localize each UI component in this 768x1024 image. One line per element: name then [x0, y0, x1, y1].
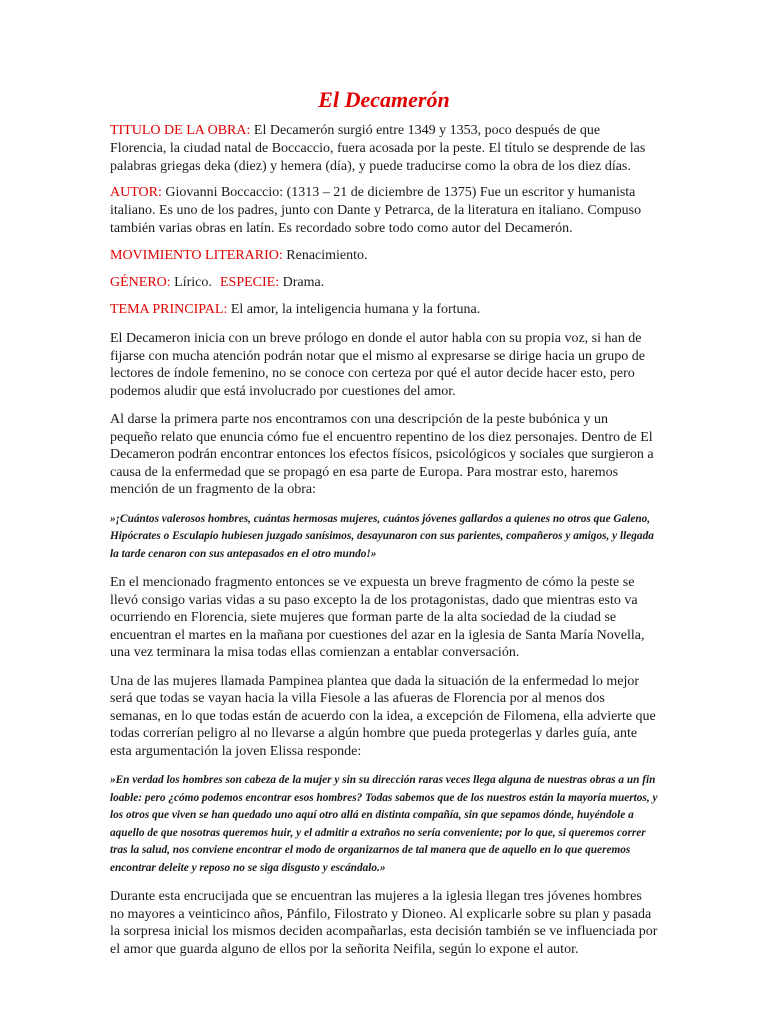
autor-section: [110, 184, 658, 238]
movimiento-section: [110, 247, 658, 265]
body-paragraph: Al darse la primera parte nos encontramos con una descripción de la peste bubónica y un pequeño relato que enuncia cómo fue el encuentro repentino de los diez personajes. Dentro de El Decameron podrán encontrar entonces los efectos físicos, psicológicos y sociales que surgieron a causa de la enfermedad que se propagó en esa parte de Europa. Para mostrar esto, haremos mención de un fragmento de la obra:: [110, 412, 654, 497]
genero-text: Lírico.: [170, 275, 212, 290]
tema-label: TEMA PRINCIPAL:: [110, 302, 228, 317]
body-paragraph: El Decameron inicia con un breve prólogo en donde el autor habla con su propia voz, si han de fijarse con mucha atención podrán notar que el mismo al expresarse se dirige hacia un grupo de lectores de índole femenino, no se conoce con certeza por qué el autor decide hacer esto, pero podemos aludir que está involucrado por cuestiones del amor.: [110, 331, 645, 399]
especie-label: ESPECIE:: [220, 275, 280, 290]
body-paragraph: Durante esta encrucijada que se encuentran las mujeres a la iglesia llegan tres jóvenes hombres no mayores a veinticinco años, Pánfilo, Filostrato y Dioneo. Al explicarle sobre su plan y pasada la sorpresa inicial los mismos deciden acompañarlas, esta decisión también se ve influenciada por el amor que guarda alguno de ellos por la señorita Neifila, según lo expone el autor.: [110, 889, 658, 957]
quote-block: »En verdad los hombres son cabeza de la mujer y sin su dirección raras veces llega alguna de nuestras obras a un fin loable: pero ¿cómo podemos encontrar esos hombres? Todas sabemos que de los nuestros están la mayoría muertos, y los otros que viven se han quedado uno aquí otro allá en distinta compañía, sin que sepamos dónde, huyéndole a aquello de que nosotras queremos huir, y el admitir a extraños no sería conveniente; por lo que, si queremos correr tras la salud, nos conviene encontrar el modo de organizarnos de tal manera que de aquello en lo que queremos encontrar deleite y reposo no se siga disgusto y escándalo.»: [110, 774, 658, 874]
tema-text: El amor, la inteligencia humana y la fortuna.: [227, 302, 481, 317]
autor-text: Giovanni Boccaccio: (1313 – 21 de diciembre de 1375) Fue un escritor y humanista italiano. Es uno de los padres, junto con Dante y Petrarca, de la literatura en italiano. Compuso también varias obras en latín. Es recordado sobre todo como autor del Decamerón.: [110, 185, 642, 236]
titulo-section: [110, 122, 658, 176]
genero-especie-row: [110, 274, 658, 292]
movimiento-text: Renacimiento.: [282, 248, 368, 263]
tema-section: [110, 301, 658, 319]
especie-cell: [220, 274, 324, 292]
body-paragraph: En el mencionado fragmento entonces se ve expuesta un breve fragmento de cómo la peste se llevó consigo varias vidas a su paso excepto la de los protagonistas, dado que mientras esto va ocurriendo en Florencia, siete mujeres que forman parte de la alta sociedad de la ciudad se encuentran el martes en la mañana por cuestiones del azar en la iglesia de Santa María Novella, una vez terminara la misa todas ellas comienzan a entablar conversación.: [110, 575, 645, 660]
genero-label: GÉNERO:: [110, 275, 171, 290]
genero-cell: [110, 274, 220, 292]
titulo-text: El Decamerón surgió entre 1349 y 1353, poco después de que Florencia, la ciudad natal de Boccaccio, fuera acosada por la peste. El título se desprende de las palabras griegas deka (diez) y hemera (día), y puede traducirse como la obra de los diez días.: [110, 123, 646, 174]
autor-label: AUTOR:: [110, 185, 162, 200]
quote-block: »¡Cuántos valerosos hombres, cuántas hermosas mujeres, cuántos jóvenes gallardos a quienes no otros que Galeno, Hipócrates o Esculapio hubiesen juzgado sanísimos, desayunaron con sus parientes, compañeros y amigos, y llegada la tarde cenaron con sus antepasados en el otro mundo!»: [110, 512, 654, 560]
document-title: El Decamerón: [318, 87, 450, 112]
especie-text: Drama.: [279, 275, 325, 290]
titulo-label: TITULO DE LA OBRA:: [110, 123, 251, 138]
movimiento-label: MOVIMIENTO LITERARIO:: [110, 248, 283, 263]
body-paragraph: Una de las mujeres llamada Pampinea plantea que dada la situación de la enfermedad lo mejor será que todas se vayan hacia la villa Fiesole a las afueras de Florencia por al menos dos semanas, en lo que todas están de acuerdo con la idea, a excepción de Filomena, ella advierte que todas correrían peligro al no llevarse a algún hombre que pueda protegerlas y darles guía, ante esta argumentación la joven Elissa responde:: [110, 673, 656, 759]
